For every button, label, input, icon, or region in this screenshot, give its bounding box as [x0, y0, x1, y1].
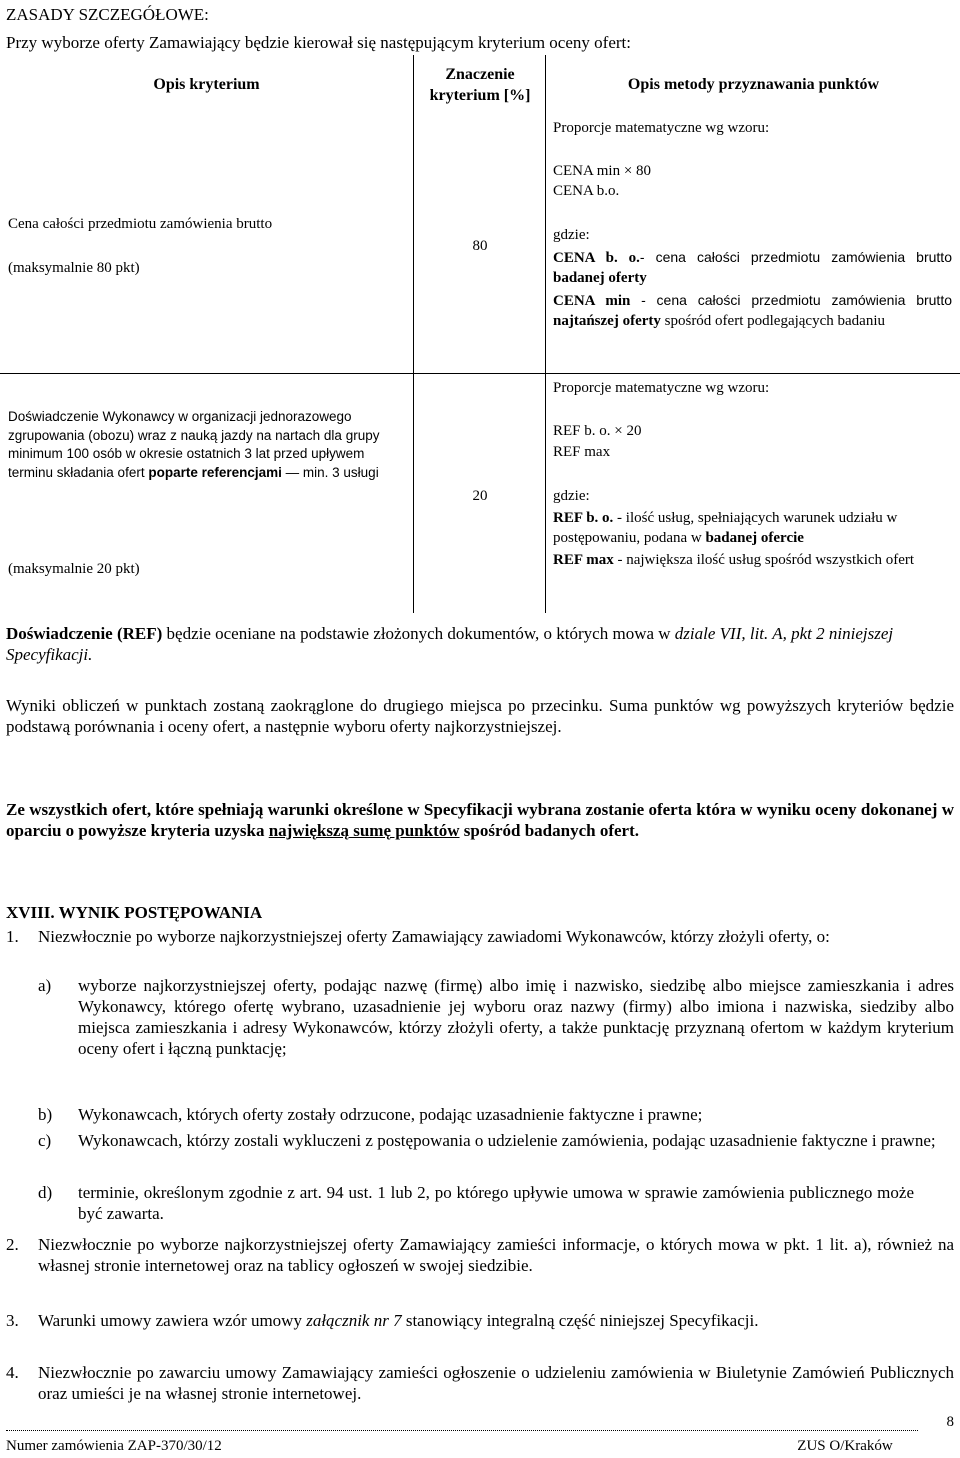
row1-formula-top: CENA min	[553, 163, 621, 179]
item3-number: 3.	[6, 1311, 19, 1330]
footer-divider	[6, 1430, 918, 1431]
row2-formula-mult: × 20	[614, 423, 642, 439]
list-item-1a	[38, 975, 954, 1105]
para3-end: spośród badanych ofert.	[459, 821, 639, 840]
item3-text-b: stanowiący integralną część niniejszej Specyfikacji.	[401, 1311, 759, 1330]
list-item-1d	[38, 1182, 954, 1232]
row2-definition-1	[553, 508, 952, 548]
row1-formula-mult: × 80	[623, 163, 652, 179]
row1-where: gdzie:	[553, 227, 590, 243]
item1d-text: terminie, określonym zgodnie z art. 94 ust. 1 lub 2, po którego upływie umowa w sprawie zamówienia publicznego może być zawarta.	[78, 1183, 914, 1223]
para3-text: Ze wszystkich ofert, które spełniają warunki określone w Specyfikacji wybrana zostanie oferta która w wyniku oceny dokonanej w oparciu o powyższe kryteria uzyska	[6, 800, 954, 840]
row2-formula	[553, 421, 641, 441]
row2-formula-top: REF b. o.	[553, 423, 611, 439]
header-opis-metody: Opis metody przyznawania punktów	[627, 76, 880, 93]
item1d-label: d)	[38, 1183, 53, 1202]
item3-text	[38, 1310, 954, 1331]
row2-method-title: Proporcje matematyczne wg wzoru:	[553, 380, 770, 396]
paragraph-selection	[6, 799, 954, 841]
list-item-1c	[38, 1130, 954, 1180]
row2-name-dash: — min. 3 usługi	[281, 464, 379, 480]
row2-def1-term: REF b. o.	[553, 510, 614, 526]
footer-organization: ZUS O/Kraków	[797, 1438, 893, 1454]
paragraph-results: Wyniki obliczeń w punktach zostaną zaokrąglone do drugiego miejsca po przecinku. Suma punktów wg powyższych kryteriów będzie podstawą porównania i oceny ofert, a następnie wyboru oferty najkorzystniejszej.	[6, 696, 954, 736]
section-title: ZASADY SZCZEGÓŁOWE:	[6, 5, 209, 24]
list-item-2	[6, 1234, 954, 1309]
row1-def2-rest: spośród ofert podlegających badaniu	[664, 313, 885, 329]
row1-method-title: Proporcje matematyczne wg wzoru:	[553, 120, 770, 136]
item1a-label: a)	[38, 976, 52, 995]
intro-text: Przy wyborze oferty Zamawiający będzie kierował się następującym kryterium oceny ofert:	[6, 33, 631, 52]
item1c-label: c)	[38, 1131, 52, 1150]
row2-where: gdzie:	[553, 488, 590, 504]
item4-text: Niezwłocznie po zawarciu umowy Zamawiający zamieści ogłoszenie o udzieleniu zamówienia w Biuletynie Zamówień Publicznych oraz umieści je na własnej stronie internetowej.	[38, 1363, 954, 1403]
para1-bold: Doświadczenie (REF)	[6, 624, 163, 643]
row1-weight: 80	[472, 238, 488, 254]
row2-definition-2	[553, 550, 952, 570]
row1-criterion-name: Cena całości przedmiotu zamówienia brutto	[8, 216, 273, 232]
item1b-text: Wykonawcach, których oferty zostały odrzucone, podając uzasadnienie faktyczne i prawne;	[78, 1105, 703, 1124]
row1-criterion-max: (maksymalnie 80 pkt)	[8, 260, 140, 276]
list-item-1	[6, 926, 954, 976]
item3-text-a: Warunki umowy zawiera wzór umowy	[38, 1311, 307, 1330]
row1-def1-text: - cena całości przedmiotu zamówienia brutto	[639, 249, 952, 265]
row2-weight: 20	[472, 488, 488, 504]
item1b-label: b)	[38, 1105, 53, 1124]
row2-def2-term: REF max	[553, 552, 614, 568]
row2-criterion-name	[8, 408, 400, 482]
page-number: 8	[946, 1414, 954, 1430]
row1-definition-2	[553, 290, 952, 331]
row1-def2-bold: najtańszej oferty	[553, 313, 661, 329]
item3-italic: załącznik nr 7	[306, 1311, 402, 1330]
header-znaczenie: Znaczenie kryterium [%]	[429, 66, 531, 104]
row2-name-text: Doświadczenie Wykonawcy w organizacji jednorazowego zgrupowania (obozu) wraz z nauką jazdy na nartach dla grupy minimum 100 osób w okresie ostatnich 3 lat przed upływem terminu składania ofert	[8, 409, 380, 480]
para3-underlined: największą sumę punktów	[268, 821, 460, 840]
row1-def2-term: CENA min	[553, 293, 631, 309]
section-heading: XVIII. WYNIK POSTĘPOWANIA	[6, 903, 263, 922]
item2-text: Niezwłocznie po wyborze najkorzystniejszej oferty Zamawiający zamieści informacje, o których mowa w pkt. 1 lit. a), również na własnej stronie internetowej oraz na tablicy ogłoszeń w swojej siedzibie.	[38, 1235, 954, 1275]
row2-name-bold: poparte referencjami	[148, 464, 282, 480]
para1-text: będzie oceniane na podstawie złożonych dokumentów, o których mowa w	[162, 624, 675, 643]
row1-def1-bold: badanej oferty	[553, 270, 647, 286]
item1-text: Niezwłocznie po wyborze najkorzystniejszej oferty Zamawiający zawiadomi Wykonawców, którzy złożyli oferty, o:	[38, 927, 830, 946]
row2-formula-bottom: REF max	[553, 444, 611, 460]
header-opis-kryterium: Opis kryterium	[153, 76, 260, 93]
item4-number: 4.	[6, 1363, 19, 1382]
row1-def1-term: CENA b. o.	[553, 250, 640, 266]
footer-order-number: Numer zamówienia ZAP-370/30/12	[6, 1438, 222, 1454]
item1c-text: Wykonawcach, którzy zostali wykluczeni z postępowania o udzielenie zamówienia, podając uzasadnienie faktyczne i prawne;	[78, 1131, 936, 1150]
item2-number: 2.	[6, 1235, 19, 1254]
list-item-3	[6, 1310, 954, 1360]
list-item-1b	[38, 1104, 954, 1129]
row1-formula	[553, 161, 651, 181]
paragraph-ref	[6, 623, 954, 665]
row2-def1-bold: badanej ofercie	[705, 530, 804, 546]
row2-def1-text: - ilość usług, spełniających warunek udziału w postępowaniu, podana w	[553, 510, 898, 546]
row1-def2-text: - cena całości przedmiotu zamówienia brutto	[641, 292, 952, 308]
para1-italic: dziale VII, lit. A, pkt 2 niniejszej Specyfikacji.	[6, 624, 894, 664]
row1-definition-1	[553, 247, 952, 288]
item1-number: 1.	[6, 927, 19, 946]
row2-criterion-max: (maksymalnie 20 pkt)	[8, 561, 140, 577]
row1-formula-bottom: CENA b.o.	[553, 183, 620, 199]
item1a-text: wyborze najkorzystniejszej oferty, podając nazwę (firmę) albo imię i nazwisko, siedzibę albo miejsce zamieszkania i adres Wykonawcy, którego ofertę wybrano, uzasadnienie jej wyboru oraz nazwy (firmy) albo imiona i nazwiska, siedziby albo miejsca zamieszkania i adresy Wykonawców, którzy złożyli oferty, a także punktację przyznaną ofertom w każdym kryterium oceny ofert i łączną punktację;	[78, 976, 954, 1058]
row2-def2-text: - największa ilość usług spośród wszystkich ofert	[617, 552, 915, 568]
list-item-4	[6, 1362, 954, 1412]
